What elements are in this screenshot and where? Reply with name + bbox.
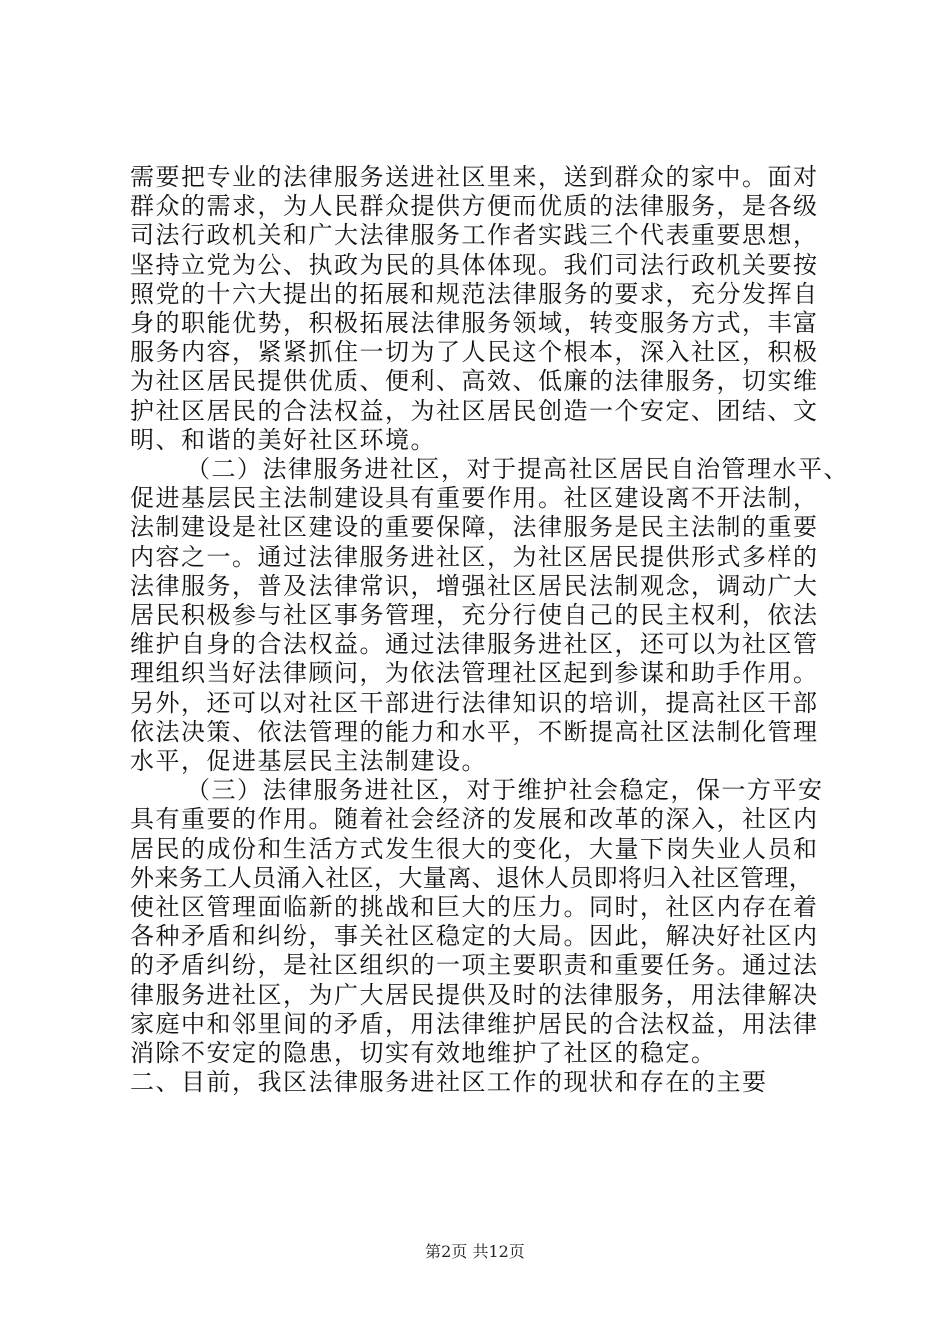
text-line: 法制建设是社区建设的重要保障，法律服务是民主法制的重要 (130, 513, 819, 541)
text-line: 需要把专业的法律服务送进社区里来，送到群众的家中。面对 (130, 163, 819, 191)
section-heading: 二、目前，我区法律服务进社区工作的现状和存在的主要 (130, 1068, 768, 1096)
page-number-footer: 第2页 共12页 (425, 1242, 525, 1261)
text-line: 使社区管理面临新的挑战和巨大的压力。同时，社区内存在着 (130, 893, 819, 921)
text-line: 法律服务，普及法律常识，增强社区居民法制观念，调动广大 (130, 572, 819, 600)
text-line: 居民积极参与社区事务管理，充分行使自己的民主权利，依法 (130, 601, 819, 629)
paragraph-heading: （三）法律服务进社区，对于维护社会稳定，保一方平安 (186, 776, 824, 804)
paragraph-heading: （二）法律服务进社区，对于提高社区居民自治管理水平、 (186, 455, 849, 483)
text-line: 居民的成份和生活方式发生很大的变化，大量下岗失业人员和 (130, 835, 819, 863)
text-line: 明、和谐的美好社区环境。 (130, 426, 436, 454)
text-line: 群众的需求，为人民群众提供方便而优质的法律服务，是各级 (130, 192, 819, 220)
text-line: 维护自身的合法权益。通过法律服务进社区，还可以为社区管 (130, 630, 819, 658)
text-line: 外来务工人员涌入社区，大量离、退休人员即将归入社区管理， (130, 864, 814, 892)
text-line: 身的职能优势，积极拓展法律服务领域，转变服务方式，丰富 (130, 309, 819, 337)
text-line: 司法行政机关和广大法律服务工作者实践三个代表重要思想， (130, 221, 819, 249)
text-line: 坚持立党为公、执政为民的具体体现。我们司法行政机关要按 (130, 251, 819, 279)
text-line: 各种矛盾和纠纷，事关社区稳定的大局。因此，解决好社区内 (130, 922, 819, 950)
text-line: 促进基层民主法制建设具有重要作用。社区建设离不开法制， (130, 484, 819, 512)
text-line: 的矛盾纠纷，是社区组织的一项主要职责和重要任务。通过法 (130, 951, 819, 979)
text-line: 服务内容，紧紧抓住一切为了人民这个根本，深入社区，积极 (130, 338, 819, 366)
text-line: 护社区居民的合法权益，为社区居民创造一个安定、团结、文 (130, 397, 819, 425)
text-line: 律服务进社区，为广大居民提供及时的法律服务，用法律解决 (130, 981, 819, 1009)
text-line: 为社区居民提供优质、便利、高效、低廉的法律服务，切实维 (130, 367, 819, 395)
text-line: 依法决策、依法管理的能力和水平，不断提高社区法制化管理 (130, 718, 819, 746)
text-line: 消除不安定的隐患，切实有效地维护了社区的稳定。 (130, 1039, 717, 1067)
text-line: 水平，促进基层民主法制建设。 (130, 747, 487, 775)
text-line: 具有重要的作用。随着社会经济的发展和改革的深入，社区内 (130, 805, 819, 833)
text-line: 照党的十六大提出的拓展和规范法律服务的要求，充分发挥自 (130, 280, 819, 308)
text-line: 内容之一。通过法律服务进社区，为社区居民提供形式多样的 (130, 543, 819, 571)
text-line: 另外，还可以对社区干部进行法律知识的培训，提高社区干部 (130, 689, 819, 717)
text-line: 家庭中和邻里间的矛盾，用法律维护居民的合法权益，用法律 (130, 1010, 819, 1038)
text-line: 理组织当好法律顾问，为依法管理社区起到参谋和助手作用。 (130, 659, 819, 687)
